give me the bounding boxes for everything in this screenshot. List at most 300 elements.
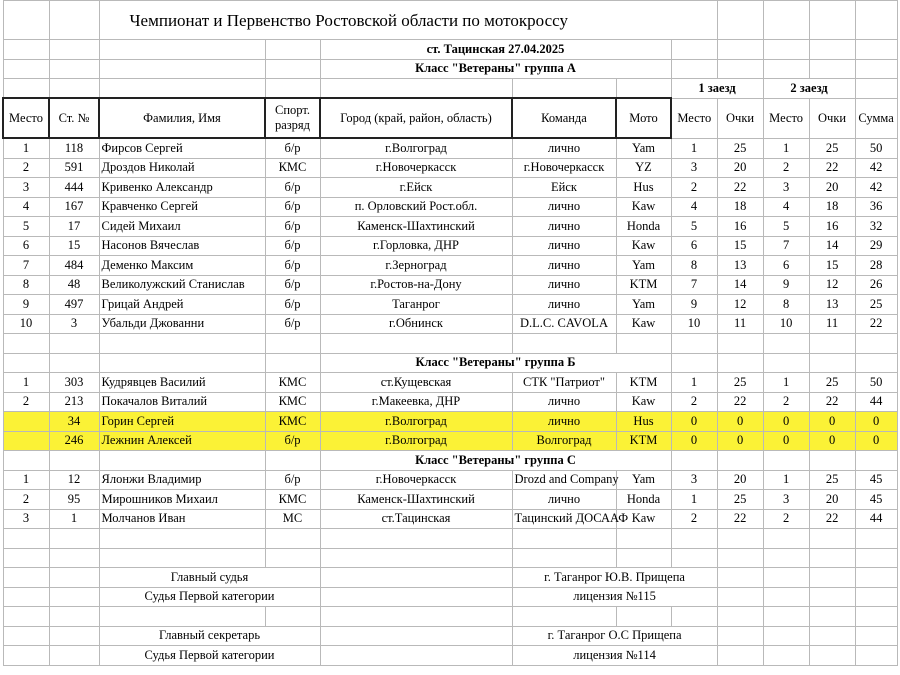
empty-cell (717, 587, 763, 607)
empty-cell (717, 334, 763, 354)
empty-cell (512, 607, 616, 627)
cell-place: 10 (3, 314, 49, 334)
cell-team: Drozd and Company (512, 470, 616, 490)
cell-number: 3 (49, 314, 99, 334)
cell-number: 95 (49, 490, 99, 510)
empty-cell (717, 451, 763, 471)
cell-r1-points: 22 (717, 392, 763, 412)
cell-place: 7 (3, 256, 49, 276)
cell-moto: Yam (616, 256, 671, 276)
cell-name: Великолужский Станислав (99, 275, 265, 295)
table-row (3, 509, 897, 529)
cell-r1-place: 1 (671, 373, 717, 393)
cell-rank: б/р (265, 197, 320, 217)
cell-r2-place: 2 (763, 392, 809, 412)
empty-cell (265, 548, 320, 568)
empty-cell (616, 548, 671, 568)
empty-cell (763, 587, 809, 607)
cell-r1-place: 3 (671, 470, 717, 490)
cell-number: 246 (49, 431, 99, 451)
cell-r1-place: 2 (671, 178, 717, 198)
cell-place: 3 (3, 509, 49, 529)
cell-place: 1 (3, 138, 49, 158)
table-row (3, 470, 897, 490)
cell-team: лично (512, 295, 616, 315)
cell-moto: Yam (616, 470, 671, 490)
cell-r1-points: 20 (717, 158, 763, 178)
blank-row (3, 607, 897, 627)
empty-cell (99, 529, 265, 549)
cell-r2-points: 12 (809, 275, 855, 295)
cell-team: СТК "Патриот" (512, 373, 616, 393)
signature-value: г. Таганрог О.С Прищепа (512, 626, 717, 646)
empty-cell (49, 587, 99, 607)
cell-name: Дроздов Николай (99, 158, 265, 178)
empty-cell (265, 353, 320, 373)
header-total: Сумма (855, 98, 897, 138)
empty-cell (717, 548, 763, 568)
cell-moto: Hus (616, 178, 671, 198)
header-row (3, 98, 897, 138)
empty-cell (671, 529, 717, 549)
cell-name: Деменко Максим (99, 256, 265, 276)
header-r2-place: Место (763, 98, 809, 138)
cell-r1-place: 9 (671, 295, 717, 315)
cell-number: 591 (49, 158, 99, 178)
header-r1-points: Очки (717, 98, 763, 138)
cell-total: 44 (855, 509, 897, 529)
cell-r1-points: 22 (717, 509, 763, 529)
group-b-title: Класс "Ветераны" группа Б (320, 353, 671, 373)
cell-r2-points: 14 (809, 236, 855, 256)
cell-r2-place: 2 (763, 509, 809, 529)
empty-cell (49, 548, 99, 568)
cell-city: г.Горловка, ДНР (320, 236, 512, 256)
table-row (3, 295, 897, 315)
cell-name: Горин Сергей (99, 412, 265, 432)
empty-cell (99, 548, 265, 568)
empty-cell (49, 568, 99, 588)
cell-name: Насонов Вячеслав (99, 236, 265, 256)
cell-city: г.Волгоград (320, 412, 512, 432)
cell-place: 9 (3, 295, 49, 315)
cell-r2-points: 11 (809, 314, 855, 334)
cell-r1-place: 0 (671, 431, 717, 451)
table-row (3, 217, 897, 237)
table-row (3, 197, 897, 217)
table-row (3, 275, 897, 295)
cell-city: г.Зерноград (320, 256, 512, 276)
cell-number: 484 (49, 256, 99, 276)
cell-moto: Kaw (616, 314, 671, 334)
race1-label: 1 заезд (671, 79, 763, 99)
empty-cell (3, 646, 49, 666)
cell-r1-points: 0 (717, 431, 763, 451)
empty-cell (809, 646, 855, 666)
cell-place: 2 (3, 158, 49, 178)
table-row (3, 138, 897, 158)
cell-number: 213 (49, 392, 99, 412)
cell-team: лично (512, 236, 616, 256)
empty-cell (320, 626, 512, 646)
cell-r2-points: 13 (809, 295, 855, 315)
cell-name: Лежнин Алексей (99, 431, 265, 451)
cell-number: 48 (49, 275, 99, 295)
empty-cell (809, 626, 855, 646)
table-row (3, 256, 897, 276)
cell-r1-place: 7 (671, 275, 717, 295)
cell-r2-points: 25 (809, 373, 855, 393)
empty-cell (616, 334, 671, 354)
cell-r1-place: 3 (671, 158, 717, 178)
empty-cell (671, 607, 717, 627)
empty-cell (616, 529, 671, 549)
cell-number: 118 (49, 138, 99, 158)
signature-value: лицензия №114 (512, 646, 717, 666)
empty-cell (671, 548, 717, 568)
cell-number: 1 (49, 509, 99, 529)
table-row (3, 373, 897, 393)
group-a-title: Класс "Ветераны" группа А (320, 59, 671, 79)
cell-total: 50 (855, 138, 897, 158)
cell-rank: КМС (265, 373, 320, 393)
empty-cell (3, 529, 49, 549)
cell-r2-points: 25 (809, 138, 855, 158)
cell-moto: Kaw (616, 236, 671, 256)
cell-rank: б/р (265, 314, 320, 334)
cell-number: 303 (49, 373, 99, 393)
cell-r2-place: 3 (763, 178, 809, 198)
empty-cell (3, 334, 49, 354)
cell-name: Убальди Джованни (99, 314, 265, 334)
empty-cell (49, 646, 99, 666)
cell-r1-points: 12 (717, 295, 763, 315)
cell-name: Кравченко Сергей (99, 197, 265, 217)
cell-place: 1 (3, 373, 49, 393)
cell-rank: б/р (265, 295, 320, 315)
cell-place: 2 (3, 490, 49, 510)
cell-rank: КМС (265, 392, 320, 412)
cell-city: г.Волгоград (320, 138, 512, 158)
cell-total: 22 (855, 314, 897, 334)
place-date: ст. Тацинская 27.04.2025 (320, 40, 671, 60)
cell-r1-points: 25 (717, 373, 763, 393)
cell-name: Кудрявцев Василий (99, 373, 265, 393)
cell-rank: КМС (265, 412, 320, 432)
empty-cell (717, 353, 763, 373)
cell-moto: KTM (616, 373, 671, 393)
cell-r2-points: 20 (809, 490, 855, 510)
cell-team: лично (512, 256, 616, 276)
cell-r1-place: 2 (671, 392, 717, 412)
cell-total: 42 (855, 158, 897, 178)
cell-total: 42 (855, 178, 897, 198)
blank-row (3, 548, 897, 568)
cell-r1-points: 13 (717, 256, 763, 276)
cell-name: Грицай Андрей (99, 295, 265, 315)
cell-r1-place: 1 (671, 490, 717, 510)
table-row (3, 392, 897, 412)
cell-total: 28 (855, 256, 897, 276)
cell-r2-points: 0 (809, 431, 855, 451)
blank-row (3, 334, 897, 354)
cell-r2-points: 22 (809, 158, 855, 178)
cell-total: 45 (855, 470, 897, 490)
cell-number: 34 (49, 412, 99, 432)
cell-team: лично (512, 217, 616, 237)
cell-place: 5 (3, 217, 49, 237)
race2-label: 2 заезд (763, 79, 855, 99)
table-row (3, 490, 897, 510)
cell-r2-place: 3 (763, 490, 809, 510)
cell-total: 44 (855, 392, 897, 412)
cell-r2-points: 20 (809, 178, 855, 198)
cell-moto: YZ (616, 158, 671, 178)
signature-role: Судья Первой категории (99, 646, 320, 666)
group-c-title: Класс "Ветераны" группа С (320, 451, 671, 471)
empty-cell (763, 451, 809, 471)
cell-r2-place: 1 (763, 373, 809, 393)
cell-r2-place: 1 (763, 470, 809, 490)
cell-place (3, 412, 49, 432)
empty-cell (49, 353, 99, 373)
table-row (3, 178, 897, 198)
empty-cell (855, 529, 897, 549)
cell-team: Тацинский ДОСААФ (512, 509, 616, 529)
empty-cell (671, 451, 717, 471)
empty-cell (671, 353, 717, 373)
empty-cell (49, 451, 99, 471)
cell-total: 50 (855, 373, 897, 393)
cell-rank: б/р (265, 470, 320, 490)
empty-cell (3, 353, 49, 373)
cell-name: Молчанов Иван (99, 509, 265, 529)
header-place: Место (3, 98, 49, 138)
cell-city: ст.Тацинская (320, 509, 512, 529)
empty-cell (763, 529, 809, 549)
empty-cell (717, 646, 763, 666)
cell-r2-place: 4 (763, 197, 809, 217)
empty-cell (512, 529, 616, 549)
header-team: Команда (512, 98, 616, 138)
empty-cell (320, 548, 512, 568)
cell-moto: KTM (616, 431, 671, 451)
empty-cell (809, 353, 855, 373)
cell-team: лично (512, 275, 616, 295)
cell-r1-points: 18 (717, 197, 763, 217)
cell-moto: Hus (616, 412, 671, 432)
empty-cell (809, 587, 855, 607)
header-moto: Мото (616, 98, 671, 138)
cell-number: 497 (49, 295, 99, 315)
signature-value: лицензия №115 (512, 587, 717, 607)
cell-name: Фирсов Сергей (99, 138, 265, 158)
cell-city: г.Волгоград (320, 431, 512, 451)
cell-city: г.Новочеркасск (320, 158, 512, 178)
empty-cell (855, 568, 897, 588)
blank-row (3, 529, 897, 549)
empty-cell (855, 334, 897, 354)
cell-r1-points: 0 (717, 412, 763, 432)
cell-rank: б/р (265, 431, 320, 451)
cell-r1-place: 1 (671, 138, 717, 158)
empty-cell (763, 626, 809, 646)
cell-city: г.Новочеркасск (320, 470, 512, 490)
cell-r1-points: 22 (717, 178, 763, 198)
cell-number: 15 (49, 236, 99, 256)
cell-r2-place: 1 (763, 138, 809, 158)
cell-r2-points: 0 (809, 412, 855, 432)
cell-rank: б/р (265, 217, 320, 237)
cell-team: Ейск (512, 178, 616, 198)
cell-number: 167 (49, 197, 99, 217)
empty-cell (3, 607, 49, 627)
signature-role: Главный судья (99, 568, 320, 588)
empty-cell (809, 607, 855, 627)
empty-cell (320, 529, 512, 549)
empty-cell (809, 451, 855, 471)
empty-cell (717, 568, 763, 588)
cell-r1-points: 25 (717, 138, 763, 158)
empty-cell (717, 626, 763, 646)
header-r1-place: Место (671, 98, 717, 138)
table-row (3, 431, 897, 451)
cell-rank: б/р (265, 178, 320, 198)
cell-moto: Kaw (616, 509, 671, 529)
cell-r1-place: 4 (671, 197, 717, 217)
cell-total: 26 (855, 275, 897, 295)
empty-cell (320, 587, 512, 607)
cell-city: г.Ростов-на-Дону (320, 275, 512, 295)
empty-cell (763, 548, 809, 568)
empty-cell (763, 568, 809, 588)
cell-r2-place: 2 (763, 158, 809, 178)
cell-team: Волгоград (512, 431, 616, 451)
cell-total: 25 (855, 295, 897, 315)
empty-cell (3, 548, 49, 568)
cell-place: 8 (3, 275, 49, 295)
empty-cell (3, 451, 49, 471)
cell-r2-place: 5 (763, 217, 809, 237)
cell-number: 444 (49, 178, 99, 198)
cell-total: 0 (855, 412, 897, 432)
cell-moto: Honda (616, 490, 671, 510)
cell-name: Мирошников Михаил (99, 490, 265, 510)
empty-cell (49, 529, 99, 549)
empty-cell (3, 626, 49, 646)
signature-row (3, 626, 897, 646)
page-title: Чемпионат и Первенство Ростовской области по мотокроссу (99, 1, 717, 40)
signature-row (3, 587, 897, 607)
cell-r2-points: 22 (809, 509, 855, 529)
empty-cell (717, 607, 763, 627)
signature-role: Судья Первой категории (99, 587, 320, 607)
empty-cell (809, 529, 855, 549)
empty-cell (320, 607, 512, 627)
cell-rank: б/р (265, 236, 320, 256)
cell-city: г.Макеевка, ДНР (320, 392, 512, 412)
cell-r1-place: 0 (671, 412, 717, 432)
empty-cell (265, 334, 320, 354)
empty-cell (512, 548, 616, 568)
cell-rank: б/р (265, 138, 320, 158)
empty-cell (763, 353, 809, 373)
cell-name: Ялонжи Владимир (99, 470, 265, 490)
cell-city: ст.Кущевская (320, 373, 512, 393)
cell-place: 4 (3, 197, 49, 217)
cell-place: 6 (3, 236, 49, 256)
empty-cell (99, 607, 265, 627)
cell-r2-points: 16 (809, 217, 855, 237)
table-row (3, 236, 897, 256)
empty-cell (49, 626, 99, 646)
empty-cell (512, 334, 616, 354)
cell-moto: Yam (616, 295, 671, 315)
empty-cell (809, 548, 855, 568)
signature-row (3, 568, 897, 588)
empty-cell (763, 646, 809, 666)
cell-team: D.L.C. CAVOLA (512, 314, 616, 334)
empty-cell (763, 607, 809, 627)
empty-cell (855, 646, 897, 666)
signature-row (3, 646, 897, 666)
group-b-title-row (3, 353, 897, 373)
header-number: Ст. № (49, 98, 99, 138)
cell-r2-points: 25 (809, 470, 855, 490)
empty-cell (49, 334, 99, 354)
cell-total: 29 (855, 236, 897, 256)
cell-total: 32 (855, 217, 897, 237)
header-rank: Спорт. разряд (265, 98, 320, 138)
cell-r1-points: 25 (717, 490, 763, 510)
table-row (3, 314, 897, 334)
cell-r2-place: 0 (763, 431, 809, 451)
cell-number: 17 (49, 217, 99, 237)
empty-cell (265, 607, 320, 627)
cell-r1-place: 10 (671, 314, 717, 334)
signature-role: Главный секретарь (99, 626, 320, 646)
empty-cell (809, 568, 855, 588)
empty-cell (265, 451, 320, 471)
cell-r1-place: 2 (671, 509, 717, 529)
empty-cell (855, 626, 897, 646)
cell-moto: Yam (616, 138, 671, 158)
cell-city: г.Обнинск (320, 314, 512, 334)
cell-r1-points: 11 (717, 314, 763, 334)
cell-city: п. Орловский Рост.обл. (320, 197, 512, 217)
cell-city: Таганрог (320, 295, 512, 315)
empty-cell (265, 529, 320, 549)
cell-total: 0 (855, 431, 897, 451)
cell-team: лично (512, 392, 616, 412)
cell-r1-place: 6 (671, 236, 717, 256)
empty-cell (763, 334, 809, 354)
cell-city: Каменск-Шахтинский (320, 490, 512, 510)
cell-total: 45 (855, 490, 897, 510)
results-table (2, 0, 898, 666)
signature-value: г. Таганрог Ю.В. Прищепа (512, 568, 717, 588)
empty-cell (320, 334, 512, 354)
cell-r2-points: 15 (809, 256, 855, 276)
cell-place (3, 431, 49, 451)
cell-moto: Kaw (616, 392, 671, 412)
cell-r2-points: 22 (809, 392, 855, 412)
cell-name: Кривенко Александр (99, 178, 265, 198)
cell-moto: Kaw (616, 197, 671, 217)
cell-r1-place: 8 (671, 256, 717, 276)
cell-city: г.Ейск (320, 178, 512, 198)
cell-r2-place: 9 (763, 275, 809, 295)
